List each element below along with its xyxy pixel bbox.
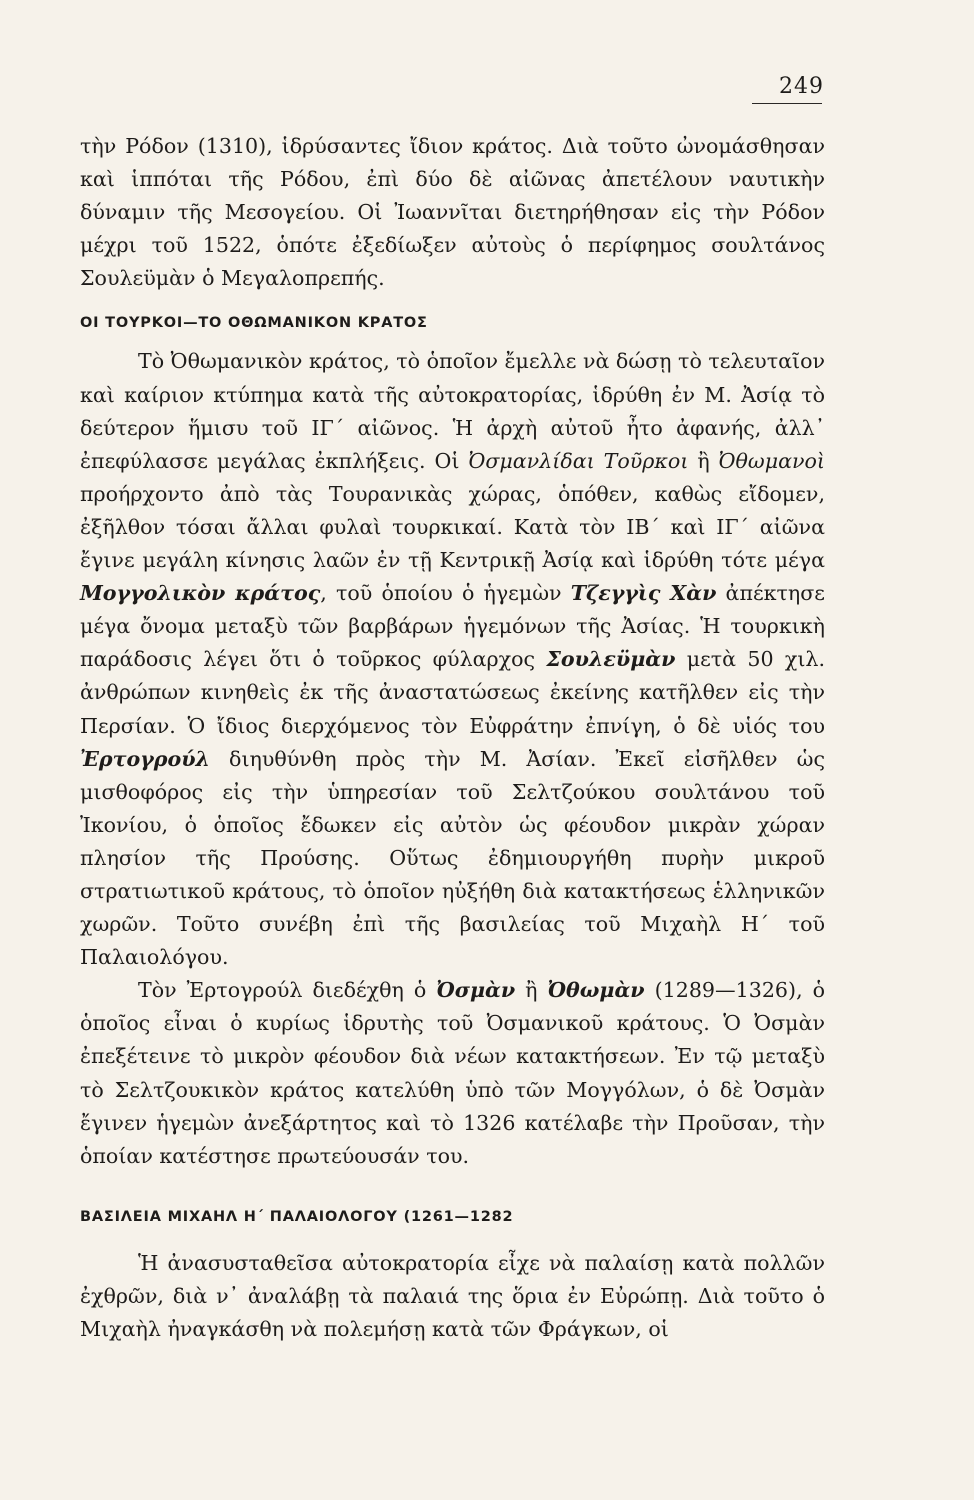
text-run: , τοῦ ὁποίου ὁ ἡγεμὼν bbox=[320, 581, 571, 606]
bold-term: Τζεγγὶς Χὰν bbox=[570, 581, 717, 606]
bold-term: Σουλεϋμὰν bbox=[546, 647, 676, 672]
section-heading-ottoman-state: ΟΙ ΤΟΥΡΚΟΙ—ΤΟ ΟΘΩΜΑΝΙΚΟΝ ΚΡΑΤΟΣ bbox=[80, 315, 428, 332]
paragraph-restored-empire: Ἡ ἀνασυσταθεῖσα αὐτοκρατορία εἶχε νὰ παλαίσῃ κατὰ πολλῶν ἐχθρῶν, διὰ ν᾽ ἀναλάβῃ τὰ παλαιά της ὅρια ἐν Εὐρώπῃ. Διὰ τοῦτο ὁ Μιχαὴλ ἠναγκάσθη νὰ πολεμήσῃ κατὰ τῶν Φράγκων, οἱ bbox=[80, 1250, 825, 1341]
text-run: (1289—1326), ὁ ὁποῖος εἶναι ὁ κυρίως ἱδρυτὴς τοῦ Ὀσμανικοῦ κράτους. Ὁ Ὀσμὰν ἐπεξέτεινε τὸ μικρὸν φέουδον διὰ νέων κατακτήσεων. Ἐν τῷ μεταξὺ τὸ Σελτζουκικὸν κράτος κατελύθη ὑπὸ τῶν Μογγόλων, ὁ δὲ Ὀσμὰν ἔγινεν ἡγεμὼν ἀνεξάρτητος καὶ τὸ 1326 κατέλαβε τὴν Προῦσαν, τὴν ὁποίαν κατέστησε πρωτεύουσάν του. bbox=[80, 978, 825, 1168]
page-number: 249 bbox=[779, 74, 824, 99]
section-heading-michael-viii: ΒΑΣΙΛΕΙΑ ΜΙΧΑΗΛ Η΄ ΠΑΛΑΙΟΛΟΓΟΥ (1261—1282 bbox=[80, 1208, 514, 1225]
text-run: ἢ bbox=[688, 448, 719, 473]
page-body bbox=[80, 130, 825, 1346]
text-run: Τὸν Ἐρτογρούλ διεδέχθη ὁ bbox=[138, 978, 437, 1003]
text-run: ἢ bbox=[515, 978, 548, 1003]
text-run: Τὸ Ὀθωμανικὸν κράτος, τὸ ὁποῖον ἔμελλε νὰ δώσῃ τὸ τελευταῖον καὶ καίριον κτύπημα κατὰ τῆς αὐτοκρατορίας, ἱδρύθη ἐν Μ. Ἀσίᾳ τὸ δεύτερον ἥμισυ τοῦ ΙΓ΄ αἰῶνος. Ἡ ἀρχὴ αὐτοῦ ἦτο ἀφανής, ἀλλ᾽ ἐπεφύλασσε μεγάλας ἐκπλήξεις. Οἱ bbox=[80, 349, 825, 473]
bold-term: Ἐρτογρούλ bbox=[80, 746, 210, 771]
paragraph-osman bbox=[80, 974, 825, 1173]
paragraph-ottoman-origins bbox=[80, 345, 825, 974]
text-run: διηυθύνθη πρὸς τὴν Μ. Ἀσίαν. Ἐκεῖ εἰσῆλθεν ὡς μισθοφόρος εἰς τὴν ὑπηρεσίαν τοῦ Σελτζούκου σουλτάνου τοῦ Ἰκονίου, ὁ ὁποῖος ἔδωκεν εἰς αὐτὸν ὡς φέουδον μικρὰν χώραν πλησίον τῆς Προύσης. Οὕτως ἐδημιουργήθη πυρὴν μικροῦ στρατιωτικοῦ κράτους, τὸ ὁποῖον ηὐξήθη διὰ κατακτήσεως ἑλληνικῶν χωρῶν. Τοῦτο συνέβη ἐπὶ τῆς βασιλείας τοῦ Μιχαὴλ Η΄ τοῦ Παλαιολόγου. bbox=[80, 746, 825, 970]
bold-term: Ὀσμὰν bbox=[436, 978, 516, 1003]
bold-term: Μογγολικὸν κράτος bbox=[80, 581, 321, 606]
bold-term: Ὀθωμὰν bbox=[547, 978, 645, 1003]
italic-term: Ὀσμανλίδαι Τοῦρκοι bbox=[468, 448, 689, 473]
text-run: μετὰ 50 χιλ. ἀνθρώπων κινηθεὶς ἐκ τῆς ἀναστατώσεως ἐκείνης κατῆλθεν εἰς τὴν Περσίαν. Ὁ ἴδιος διερχόμενος τὸν Εὐφράτην ἐπνίγη, ὁ δὲ υἱός του bbox=[80, 647, 825, 738]
text-run: προήρχοντο ἀπὸ τὰς Τουρανικὰς χώρας, ὁπόθεν, καθὼς εἴδομεν, ἐξῆλθον τόσαι ἄλλαι φυλαὶ τουρκικαί. Κατὰ τὸν ΙΒ΄ καὶ ΙΓ΄ αἰῶνα ἔγινε μεγάλη κίνησις λαῶν ἐν τῇ Κεντρικῇ Ἀσίᾳ καὶ ἱδρύθη τότε μέγα bbox=[80, 481, 825, 573]
text-run: ἀπέκτησε μέγα ὄνομα μεταξὺ τῶν βαρβάρων ἡγεμόνων τῆς Ἀσίας. Ἡ τουρκικὴ παράδοσις λέγει ὅτι ὁ τοῦρκος φύλαρχος bbox=[80, 581, 825, 672]
paragraph-rhodes: τὴν Ρόδον (1310), ἱδρύσαντες ἴδιον κράτος. Διὰ τοῦτο ὠνομάσθησαν καὶ ἱππόται τῆς Ρόδου, ἐπὶ δύο δὲ αἰῶνας ἀπετέλουν ναυτικὴν δύναμιν τῆς Μεσογείου. Οἱ Ἰωαννῖται διετηρήθησαν εἰς τὴν Ρόδον μέχρι τοῦ 1522, ὁπότε ἐξεδίωξεν αὐτοὺς ὁ περίφημος σουλτάνος Σουλεϋμὰν ὁ Μεγαλοπρεπής. bbox=[80, 134, 825, 291]
italic-term: Ὀθωμανοὶ bbox=[718, 448, 825, 473]
header-rule bbox=[752, 103, 822, 104]
